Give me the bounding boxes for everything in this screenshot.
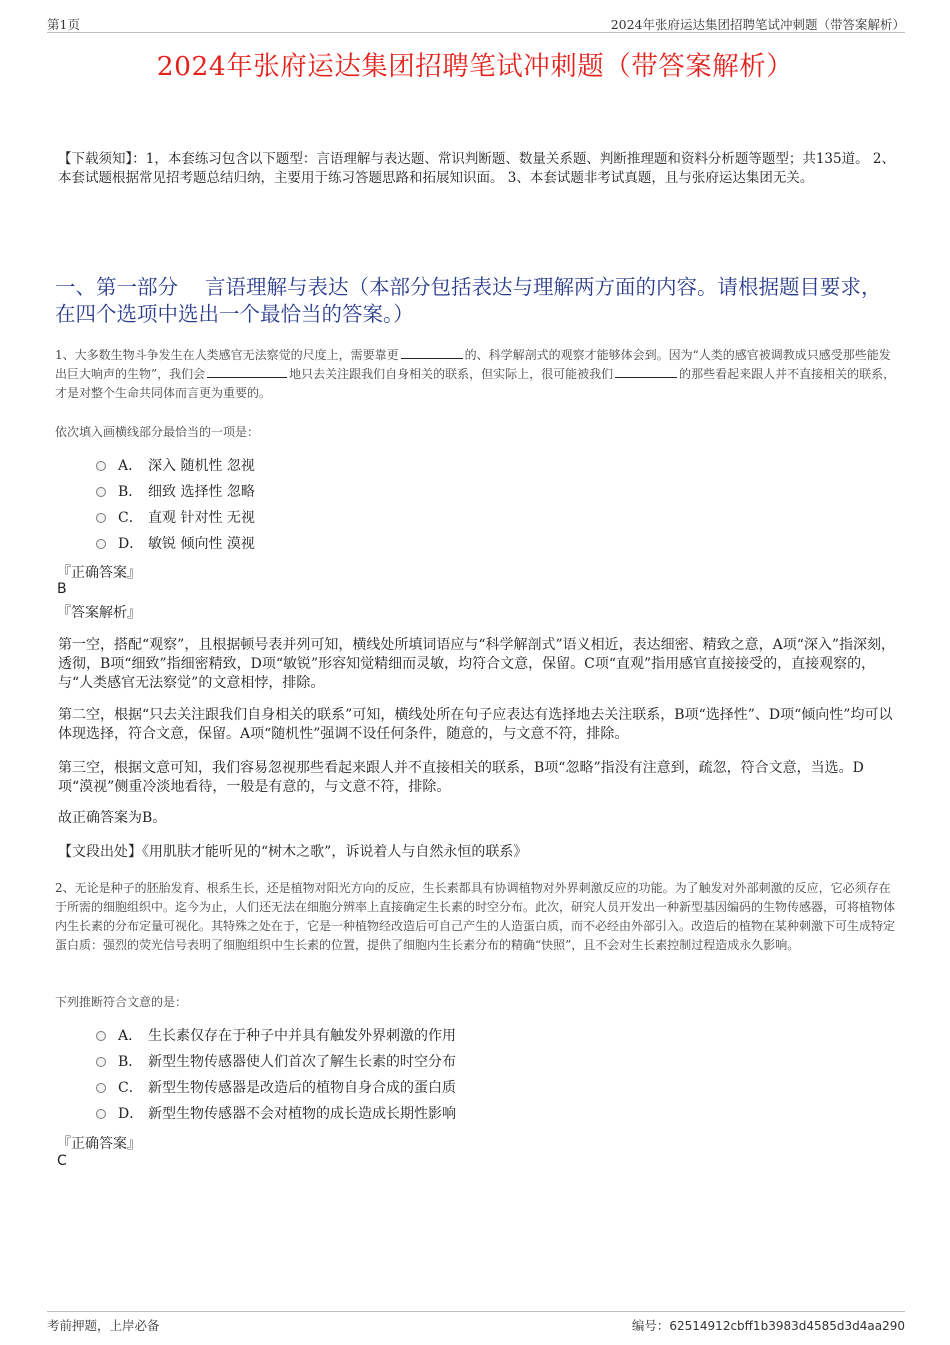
analysis-paragraph: 第三空，根据文意可知，我们容易忽视那些看起来跟人并不直接相关的联系，B项“忽略”指没有注意到，疏忽，符合文意，当选。D项“漠视”侧重冷淡地看待，一般是有意的，与文意不符，排除。 [58,760,864,795]
question-1-text-part4: 的那些看起来跟人并不直接相关的联系，才是对整个生命共同体而言更为重要的。 [55,367,896,400]
footer-code-value: 62514912cbff1b3983d4585d3d4aa290 [669,1319,905,1333]
fill-blank [615,365,677,378]
radio-icon[interactable] [96,539,106,549]
question-2-options [96,1023,796,1127]
radio-icon[interactable] [96,1057,106,1067]
document-title: 2024年张府运达集团招聘笔试冲刺题（带答案解析） [156,51,794,82]
header-doc-title: 2024年张府运达集团招聘笔试冲刺题（带答案解析） [610,17,905,32]
option-b[interactable]: B． 细致 选择性 忽略 [96,479,796,505]
answer-label: 『正确答案』 [57,1136,141,1152]
question-1-text-part2: 的、科学解剖式的观察才能够体会到。因为“人类的感官被调教成只感受那些能发出巨大响声的生物”，我们会 [55,348,891,381]
option-d[interactable]: D． 新型生物传感器不会对植物的成长造成长期性影响 [96,1101,796,1127]
download-notice: 【下载须知】：1，本套练习包含以下题型：言语理解与表达题、常识判断题、数量关系题、判断推理题和资料分析题等题型；共135道。 2、本套试题根据常见招考题总结归纳，主要用于练习答题思路和拓展知识面。 3、本套试题非考试真题，且与张府运达集团无关。 [58,151,895,186]
option-a[interactable]: A． 深入 随机性 忽视 [96,453,796,479]
option-a[interactable]: A． 生长素仅存在于种子中并具有触发外界刺激的作用 [96,1023,796,1049]
option-c[interactable]: C． 新型生物传感器是改造后的植物自身合成的蛋白质 [96,1075,796,1101]
radio-icon[interactable] [96,1031,106,1041]
analysis-label: 『答案解析』 [57,605,141,621]
radio-icon[interactable] [96,487,106,497]
option-c[interactable]: C． 直观 针对性 无视 [96,505,796,531]
question-1-prompt: 依次填入画横线部分最恰当的一项是： [55,425,260,439]
question-1-options [96,453,796,557]
question-2-prompt: 下列推断符合文意的是： [55,995,188,1009]
fill-blank [207,365,287,378]
question-1-text [55,346,900,403]
page-number: 第1页 [47,17,80,32]
page-header [47,12,905,33]
analysis-paragraph: 第二空，根据“只去关注跟我们自身相关的联系”可知，横线处所在句子应表达有选择地去关注联系，B项“选择性”、D项“倾向性”均可以体现选择，符合文意，保留。A项“随机性”强调不设任何条件，随意的，与文意不符，排除。 [58,707,893,742]
correct-answer: C [57,1153,67,1169]
source-citation: 【文段出处】《用肌肤才能听见的“树木之歌”，诉说着人与自然永恒的联系》 [58,844,528,860]
analysis-conclusion: 故正确答案为B。 [58,810,167,826]
footer-slogan: 考前押题，上岸必备 [47,1318,160,1333]
radio-icon[interactable] [96,513,106,523]
correct-answer: B [57,581,67,597]
section-heading: 一、第一部分 言语理解与表达（本部分包括表达与理解两方面的内容。请根据题目要求，在四个选项中选出一个最恰当的答案。） [55,275,882,326]
footer-code-label: 编号： [631,1318,670,1333]
question-1-text-part3: 地只去关注跟我们自身相关的联系，但实际上，很可能被我们 [289,367,614,381]
radio-icon[interactable] [96,1083,106,1093]
question-1-text-part1: 1、大多数生物斗争发生在人类感官无法察觉的尺度上，需要靠更 [55,348,399,362]
option-d[interactable]: D． 敏锐 倾向性 漠视 [96,531,796,557]
fill-blank [401,346,463,359]
page-footer [47,1311,905,1334]
footer-code [632,1316,905,1334]
radio-icon[interactable] [96,1109,106,1119]
analysis-paragraph: 第一空，搭配“观察”，且根据顿号表并列可知，横线处所填词语应与“科学解剖式”语义相近，表达细密、精致之意，A项“深入”指深刻，透彻，B项“细致”指细密精致，D项“敏锐”形容知觉精细而灵敏，均符合文意，保留。C项“直观”指用感官直接接受的，直接观察的，与“人类感官无法察觉”的文意相悖，排除。 [58,637,896,691]
radio-icon[interactable] [96,461,106,471]
option-b[interactable]: B． 新型生物传感器使人们首次了解生长素的时空分布 [96,1049,796,1075]
answer-label: 『正确答案』 [57,565,141,581]
question-2-text: 2、无论是种子的胚胎发育、根系生长，还是植物对阳光方向的反应，生长素都具有协调植物对外界刺激反应的功能。为了触发对外部刺激的反应，它必须存在于所需的细胞组织中。迄今为止，人们还无法在细胞分辨率上直接确定生长素的时空分布。此次，研究人员开发出一种新型基因编码的生物传感器，可将植物体内生长素的分布定量可视化。其特殊之处在于，它是一种植物经改造后可自己产生的人造蛋白质，而不必经由外部引入。改造后的植物在某种刺激下可生成特定蛋白质：强烈的荧光信号表明了细胞组织中生长素的位置，提供了细胞内生长素分布的精确“快照”，且不会对生长素控制过程造成永久影响。 [55,881,896,952]
